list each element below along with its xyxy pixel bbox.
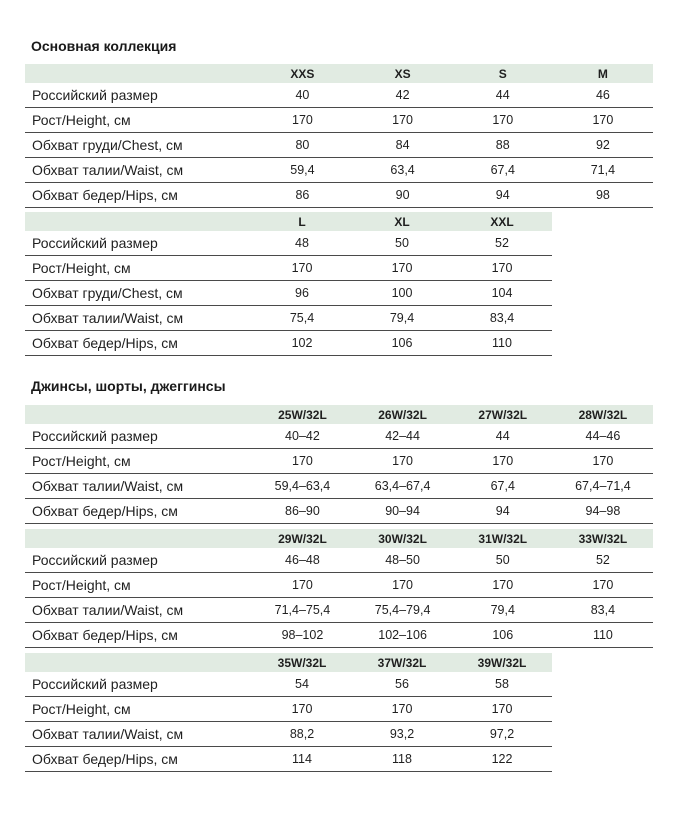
- header-empty-cell: [25, 64, 252, 83]
- table-row: [25, 133, 653, 158]
- measurement-cell: 75,4–79,4: [353, 598, 453, 623]
- size-table-main-1: [25, 64, 653, 208]
- measurement-cell: 170: [353, 449, 453, 474]
- measurement-cell: 170: [353, 573, 453, 598]
- measurement-cell: 94: [453, 183, 553, 208]
- row-label: Обхват бедер/Hips, см: [25, 331, 252, 356]
- size-header-cell: 37W/32L: [352, 653, 452, 672]
- measurement-cell: 96: [252, 281, 352, 306]
- table-row: [25, 108, 653, 133]
- table-row: [25, 256, 552, 281]
- measurement-cell: 67,4: [453, 158, 553, 183]
- table-header-row: [25, 64, 653, 83]
- size-table-jeans-1: [25, 405, 653, 524]
- measurement-cell: 40: [252, 83, 352, 108]
- size-header-cell: L: [252, 212, 352, 231]
- header-empty-cell: [25, 212, 252, 231]
- measurement-cell: 170: [453, 108, 553, 133]
- measurement-cell: 50: [453, 548, 553, 573]
- measurement-cell: 59,4–63,4: [252, 474, 352, 499]
- measurement-cell: 170: [452, 256, 552, 281]
- measurement-cell: 170: [252, 108, 352, 133]
- measurement-cell: 67,4–71,4: [553, 474, 653, 499]
- measurement-cell: 79,4: [453, 598, 553, 623]
- header-empty-cell: [25, 529, 252, 548]
- measurement-cell: 170: [553, 108, 653, 133]
- row-label: Российский размер: [25, 672, 252, 697]
- table-row: [25, 449, 653, 474]
- measurement-cell: 170: [453, 449, 553, 474]
- size-header-cell: 39W/32L: [452, 653, 552, 672]
- table-row: [25, 573, 653, 598]
- measurement-cell: 86: [252, 183, 352, 208]
- measurement-cell: 170: [352, 256, 452, 281]
- section-title-jeans: Джинсы, шорты, джеггинсы: [31, 378, 226, 394]
- table-header-row: [25, 212, 552, 231]
- row-label: Обхват талии/Waist, см: [25, 722, 252, 747]
- table-row: [25, 697, 552, 722]
- size-table-jeans-2: [25, 529, 653, 648]
- measurement-cell: 170: [352, 697, 452, 722]
- table-header-row: [25, 653, 552, 672]
- size-header-cell: 25W/32L: [252, 405, 352, 424]
- measurement-cell: 170: [252, 449, 352, 474]
- measurement-cell: 94: [453, 499, 553, 524]
- size-table-main-2: [25, 212, 552, 356]
- table-row: [25, 183, 653, 208]
- table-row: [25, 158, 653, 183]
- row-label: Обхват талии/Waist, см: [25, 474, 252, 499]
- measurement-cell: 79,4: [352, 306, 452, 331]
- size-header-cell: 26W/32L: [353, 405, 453, 424]
- measurement-cell: 170: [553, 573, 653, 598]
- measurement-cell: 93,2: [352, 722, 452, 747]
- row-label: Обхват бедер/Hips, см: [25, 183, 252, 208]
- row-label: Обхват бедер/Hips, см: [25, 623, 252, 648]
- row-label: Обхват талии/Waist, см: [25, 158, 252, 183]
- row-label: Российский размер: [25, 548, 252, 573]
- measurement-cell: 118: [352, 747, 452, 772]
- measurement-cell: 50: [352, 231, 452, 256]
- header-empty-cell: [25, 653, 252, 672]
- measurement-cell: 88,2: [252, 722, 352, 747]
- row-label: Обхват груди/Chest, см: [25, 133, 252, 158]
- measurement-cell: 40–42: [252, 424, 352, 449]
- measurement-cell: 44: [453, 83, 553, 108]
- size-header-cell: 27W/32L: [453, 405, 553, 424]
- measurement-cell: 63,4–67,4: [353, 474, 453, 499]
- table-row: [25, 474, 653, 499]
- row-label: Российский размер: [25, 83, 252, 108]
- measurement-cell: 83,4: [452, 306, 552, 331]
- measurement-cell: 102–106: [353, 623, 453, 648]
- measurement-cell: 59,4: [252, 158, 352, 183]
- measurement-cell: 90–94: [353, 499, 453, 524]
- measurement-cell: 170: [252, 573, 352, 598]
- table-row: [25, 306, 552, 331]
- measurement-cell: 170: [553, 449, 653, 474]
- row-label: Обхват бедер/Hips, см: [25, 499, 252, 524]
- measurement-cell: 98–102: [252, 623, 352, 648]
- table-row: [25, 722, 552, 747]
- measurement-cell: 170: [252, 697, 352, 722]
- measurement-cell: 102: [252, 331, 352, 356]
- measurement-cell: 100: [352, 281, 452, 306]
- size-header-cell: XXS: [252, 64, 352, 83]
- row-label: Рост/Height, см: [25, 256, 252, 281]
- measurement-cell: 122: [452, 747, 552, 772]
- measurement-cell: 44–46: [553, 424, 653, 449]
- table-header-row: [25, 529, 653, 548]
- measurement-cell: 67,4: [453, 474, 553, 499]
- measurement-cell: 92: [553, 133, 653, 158]
- measurement-cell: 56: [352, 672, 452, 697]
- row-label: Российский размер: [25, 231, 252, 256]
- size-header-cell: M: [553, 64, 653, 83]
- measurement-cell: 71,4–75,4: [252, 598, 352, 623]
- size-header-cell: 31W/32L: [453, 529, 553, 548]
- table-row: [25, 281, 552, 306]
- measurement-cell: 71,4: [553, 158, 653, 183]
- size-header-cell: 33W/32L: [553, 529, 653, 548]
- row-label: Рост/Height, см: [25, 108, 252, 133]
- table-row: [25, 83, 653, 108]
- size-header-cell: XL: [352, 212, 452, 231]
- measurement-cell: 52: [452, 231, 552, 256]
- size-table-jeans-3: [25, 653, 552, 772]
- size-header-cell: S: [453, 64, 553, 83]
- size-header-cell: 35W/32L: [252, 653, 352, 672]
- row-label: Российский размер: [25, 424, 252, 449]
- table-header-row: [25, 405, 653, 424]
- measurement-cell: 90: [353, 183, 453, 208]
- row-label: Обхват талии/Waist, см: [25, 598, 252, 623]
- measurement-cell: 84: [353, 133, 453, 158]
- table-row: [25, 672, 552, 697]
- measurement-cell: 170: [353, 108, 453, 133]
- table-row: [25, 548, 653, 573]
- header-empty-cell: [25, 405, 252, 424]
- measurement-cell: 63,4: [353, 158, 453, 183]
- row-label: Обхват груди/Chest, см: [25, 281, 252, 306]
- size-header-cell: XXL: [452, 212, 552, 231]
- measurement-cell: 83,4: [553, 598, 653, 623]
- measurement-cell: 75,4: [252, 306, 352, 331]
- size-header-cell: 28W/32L: [553, 405, 653, 424]
- measurement-cell: 58: [452, 672, 552, 697]
- table-row: [25, 331, 552, 356]
- measurement-cell: 170: [453, 573, 553, 598]
- measurement-cell: 42–44: [353, 424, 453, 449]
- measurement-cell: 104: [452, 281, 552, 306]
- row-label: Обхват талии/Waist, см: [25, 306, 252, 331]
- measurement-cell: 106: [453, 623, 553, 648]
- section-title-main-collection: Основная коллекция: [31, 38, 177, 54]
- table-row: [25, 598, 653, 623]
- table-row: [25, 424, 653, 449]
- measurement-cell: 48–50: [353, 548, 453, 573]
- measurement-cell: 98: [553, 183, 653, 208]
- measurement-cell: 106: [352, 331, 452, 356]
- measurement-cell: 97,2: [452, 722, 552, 747]
- table-row: [25, 623, 653, 648]
- row-label: Рост/Height, см: [25, 573, 252, 598]
- row-label: Рост/Height, см: [25, 697, 252, 722]
- measurement-cell: 110: [553, 623, 653, 648]
- measurement-cell: 80: [252, 133, 352, 158]
- measurement-cell: 48: [252, 231, 352, 256]
- row-label: Обхват бедер/Hips, см: [25, 747, 252, 772]
- measurement-cell: 44: [453, 424, 553, 449]
- table-row: [25, 747, 552, 772]
- size-header-cell: 30W/32L: [353, 529, 453, 548]
- row-label: Рост/Height, см: [25, 449, 252, 474]
- measurement-cell: 46: [553, 83, 653, 108]
- measurement-cell: 46–48: [252, 548, 352, 573]
- measurement-cell: 114: [252, 747, 352, 772]
- table-row: [25, 499, 653, 524]
- size-header-cell: XS: [353, 64, 453, 83]
- measurement-cell: 54: [252, 672, 352, 697]
- measurement-cell: 94–98: [553, 499, 653, 524]
- measurement-cell: 42: [353, 83, 453, 108]
- size-header-cell: 29W/32L: [252, 529, 352, 548]
- table-row: [25, 231, 552, 256]
- measurement-cell: 110: [452, 331, 552, 356]
- measurement-cell: 88: [453, 133, 553, 158]
- measurement-cell: 170: [452, 697, 552, 722]
- measurement-cell: 52: [553, 548, 653, 573]
- measurement-cell: 86–90: [252, 499, 352, 524]
- measurement-cell: 170: [252, 256, 352, 281]
